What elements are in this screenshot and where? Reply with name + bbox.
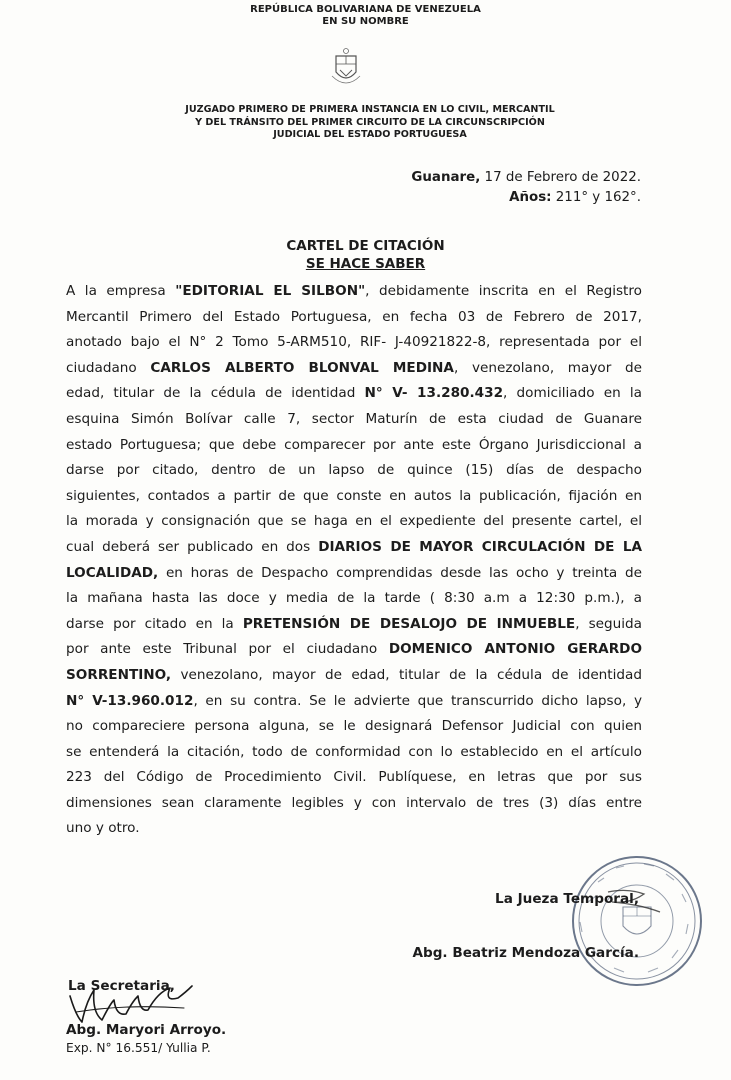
judge-title: La Jueza Temporal, bbox=[495, 891, 639, 907]
document-subtitle: SE HACE SABER bbox=[305, 256, 426, 272]
republic-header: REPÚBLICA BOLIVARIANA DE VENEZUELA bbox=[250, 4, 481, 15]
secretary-name: Abg. Maryori Arroyo. bbox=[66, 1022, 227, 1038]
city: Guanare, bbox=[411, 170, 481, 185]
document-title: CARTEL DE CITACIÓN bbox=[286, 238, 445, 254]
date-text: 17 de Febrero de 2022. bbox=[480, 170, 641, 185]
in-name-header: EN SU NOMBRE bbox=[322, 16, 409, 27]
court-name: JUZGADO PRIMERO DE PRIMERA INSTANCIA EN LO CIVIL, MERCANTIL Y DEL TRÁNSITO DEL PRIMER CIRCUITO DE LA CIRCUNSCRIPCIÓN JUDICIAL DEL ESTADO PORTUGUESA bbox=[185, 104, 555, 140]
date-block bbox=[411, 168, 641, 208]
court-seal-icon bbox=[568, 852, 706, 990]
body-paragraph: A la empresa "EDITORIAL EL SILBON", debidamente inscrita en el Registro Mercantil Primero del Estado Portuguesa, en fecha 03 de Febrero de 2017, anotado bajo el N° 2 Tomo 5-ARM510, RIF- J-40921822-8, representada por el ciudadano CARLOS ALBERTO BLONVAL MEDINA, venezolano, mayor de edad, titular de la cédula de identidad N° V- 13.280.432, domiciliado en la esquina Simón Bolívar calle 7, sector Maturín de esta ciudad de Guanare estado Portuguesa; que debe comparecer por ante este Órgano Jurisdiccional a darse por citado, dentro de un lapso de quince (15) días de despacho siguientes, contados a partir de que conste en autos la publicación, fijación en la morada y consignación que se haga en el expediente del presente cartel, el cual deberá ser publicado en dos DIARIOS DE MAYOR CIRCULACIÓN DE LA LOCALIDAD, en horas de Despacho comprendidas desde las ocho y treinta de la mañana hasta las doce y media de la tarde ( 8:30 a.m a 12:30 p.m.), a darse por citado en la PRETENSIÓN DE DESALOJO DE INMUEBLE, seguida por ante este Tribunal por el ciudadano DOMENICO ANTONIO GERARDO SORRENTINO, venezolano, mayor de edad, titular de la cédula de identidad N° V-13.960.012, en su contra. Se le advierte que transcurrido dicho lapso, y no compareciere persona alguna, se le designará Defensor Judicial con quien se entenderá la citación, todo de conformidad con lo establecido en el artículo 223 del Código de Procedimiento Civil. Publíquese, en letras que por sus dimensiones sean claramente legibles y con intervalo de tres (3) días entre uno y otro. bbox=[66, 283, 643, 837]
secretary-title: La Secretaria, bbox=[68, 978, 175, 994]
years-text: 211° y 162°. bbox=[551, 190, 641, 205]
coat-of-arms-icon bbox=[328, 46, 364, 92]
file-number: Exp. N° 16.551/ Yullia P. bbox=[66, 1041, 211, 1055]
years-label: Años: bbox=[509, 190, 552, 205]
judge-name: Abg. Beatriz Mendoza García. bbox=[412, 945, 639, 961]
